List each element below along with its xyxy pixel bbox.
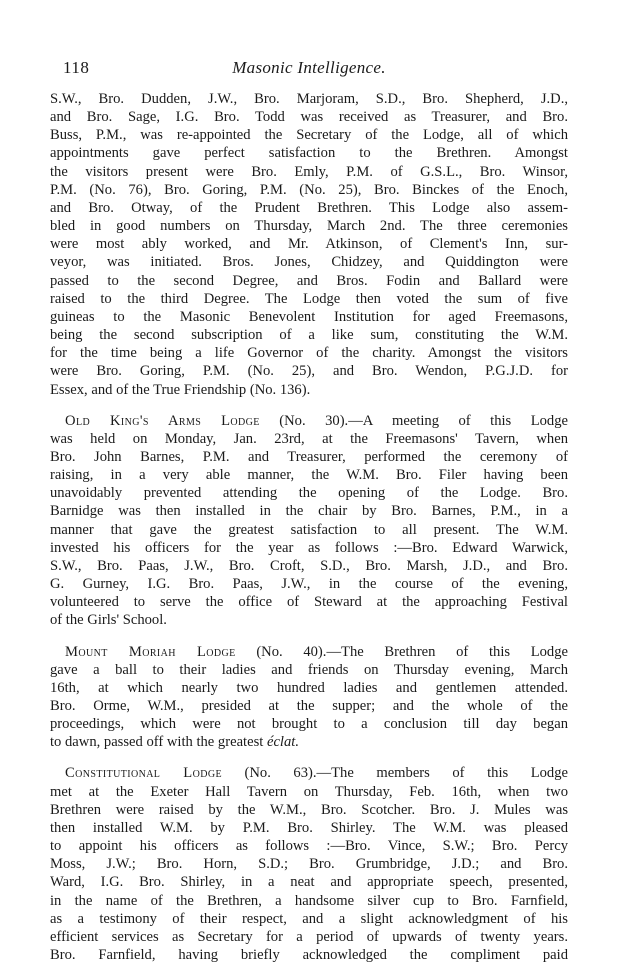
paragraph-mount-moriah-lodge — [50, 643, 568, 752]
text-line: were most ably worked, and Mr. Atkinson, of Clement's Inn, sur- — [50, 236, 568, 253]
text-line: Moss, J.W.; Bro. Horn, S.D.; Bro. Grumbridge, J.D.; and Bro. — [50, 856, 568, 873]
text-line: G. Gurney, I.G. Bro. Paas, J.W., in the course of the evening, — [50, 576, 568, 593]
text-line: were Bro. Goring, P.M. (No. 25), and Bro. Wendon, P.G.J.D. for — [50, 363, 568, 380]
lead-line — [50, 764, 568, 782]
text-line: Bro. Farnfield, having briefly acknowledged the compliment paid — [50, 947, 568, 964]
page-number: 118 — [63, 58, 90, 77]
text-line: then installed W.M. by P.M. Bro. Shirley. The W.M. was pleased — [50, 819, 568, 836]
lead-text: (No. 63).—The members of this Lodge — [221, 765, 569, 782]
paragraph-continuation — [50, 90, 568, 399]
italic-word: éclat. — [266, 734, 299, 751]
text-line: gave a ball to their ladies and friends on Thursday evening, March — [50, 661, 568, 678]
text-line: S.W., Bro. Dudden, J.W., Bro. Marjoram, S.D., Bro. Shepherd, J.D., — [50, 91, 568, 107]
text-line: unavoidably prevented attending the opening of the Lodge. Bro. — [50, 485, 568, 502]
lead-line — [50, 412, 568, 430]
paragraph-old-kings-arms-lodge — [50, 412, 568, 630]
text-line: manner that gave the greatest satisfaction to all present. The W.M. — [50, 521, 568, 538]
text-line: appointments gave perfect satisfaction to the Brethren. Amongst — [50, 145, 568, 162]
text-line: Barnidge was then installed in the chair by Bro. Barnes, P.M., in a — [50, 503, 568, 520]
text-line: volunteered to serve the office of Steward at the approaching Festival — [50, 594, 568, 611]
lodge-name: Constitutional Lodge — [65, 765, 222, 782]
text-line: the visitors present were Bro. Emly, P.M. of G.S.L., Bro. Winsor, — [50, 163, 568, 180]
text-line: bled in good numbers on Thursday, March 2nd. The three ceremonies — [50, 218, 568, 235]
text-line: efficient services as Secretary for a period of upwards of twenty years. — [50, 928, 568, 945]
text-line: met at the Exeter Hall Tavern on Thursday, Feb. 16th, when two — [50, 783, 568, 800]
text-line: Bro. John Barnes, P.M. and Treasurer, performed the ceremony of — [50, 448, 568, 465]
text-line: invested his officers for the year as follows :—Bro. Edward Warwick, — [50, 539, 568, 556]
text-line: of the Girls' School. — [50, 612, 167, 629]
text-line: raising, in a very able manner, the W.M. Bro. Filer having been — [50, 467, 568, 484]
text-line: was held on Monday, Jan. 23rd, at the Freemasons' Tavern, when — [50, 430, 568, 447]
text-line: Ward, I.G. Bro. Shirley, in a neat and appropriate speech, presented, — [50, 874, 568, 891]
book-page — [50, 58, 568, 977]
text-line: Bro. Orme, W.M., presided at the supper; and the whole of the — [50, 698, 568, 714]
text-line: raised to the third Degree. The Lodge then voted the sum of five — [50, 290, 568, 307]
text-line: veyor, was initiated. Bros. Jones, Chidzey, and Quiddington were — [50, 254, 568, 271]
text-line: 16th, at which nearly two hundred ladies and gentlemen attended. — [50, 679, 568, 696]
paragraph-constitutional-lodge — [50, 764, 568, 964]
text-line: for the time being a life Governor of the charity. Amongst the visitors — [50, 345, 568, 362]
text-line: and Bro. Sage, I.G. Bro. Todd was received as Treasurer, and Bro. — [50, 109, 568, 126]
running-head — [50, 58, 568, 82]
text-line: Buss, P.M., was re-appointed the Secretary of the Lodge, all of which — [50, 127, 568, 144]
text-segment: to dawn, passed off with the greatest — [50, 734, 267, 751]
lead-text: (No. 40).—The Brethren of this Lodge — [235, 643, 569, 660]
text-line: in the name of the Brethren, a handsome silver cup to Bro. Farnfield, — [50, 892, 568, 909]
text-line: to appoint his officers as follows :—Bro. Vince, S.W.; Bro. Percy — [50, 838, 568, 855]
lead-line — [50, 643, 568, 661]
text-line: as a testimony of their respect, and a slight acknowledgment of his — [50, 910, 568, 927]
running-title: Masonic Intelligence. — [232, 58, 386, 77]
text-line: guineas to the Masonic Benevolent Institution for aged Freemasons, — [50, 308, 568, 325]
lodge-name: Mount Moriah Lodge — [65, 643, 236, 660]
text-line: Essex, and of the True Friendship (No. 136). — [50, 381, 311, 398]
lead-text: (No. 30).—A meeting of this Lodge — [259, 412, 569, 429]
lodge-name: Old King's Arms Lodge — [65, 412, 260, 429]
text-line — [50, 733, 568, 751]
text-line: being the second subscription of a like sum, constituting the W.M. — [50, 327, 568, 344]
text-line: passed to the second Degree, and Bros. Fodin and Ballard were — [50, 272, 568, 289]
text-line: and Bro. Otway, of the Prudent Brethren. This Lodge also assem- — [50, 199, 568, 216]
text-line: P.M. (No. 76), Bro. Goring, P.M. (No. 25), Bro. Binckes of the Enoch, — [50, 181, 568, 198]
text-line: proceedings, which were not brought to a conclusion till day began — [50, 716, 568, 733]
text-line: Brethren were raised by the W.M., Bro. Scotcher. Bro. J. Mules was — [50, 801, 568, 818]
text-line: S.W., Bro. Paas, J.W., Bro. Croft, S.D., Bro. Marsh, J.D., and Bro. — [50, 557, 568, 574]
